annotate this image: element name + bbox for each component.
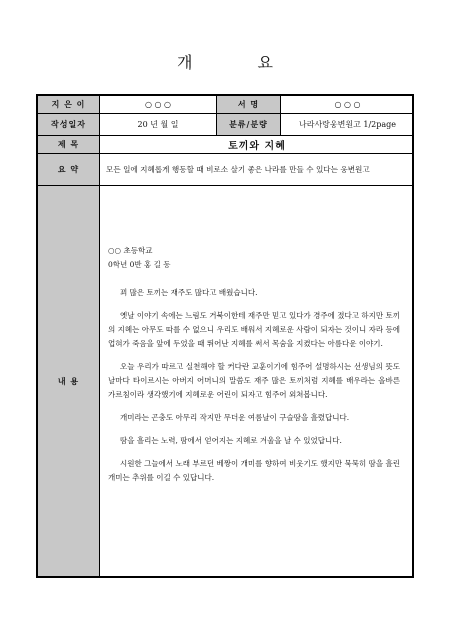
author-label: 지 은 이 xyxy=(38,96,99,113)
topic-label: 제 목 xyxy=(38,136,99,153)
date-label: 작성일자 xyxy=(38,114,99,135)
paragraph: 꾀 많은 토끼는 재주도 많다고 배웠습니다. xyxy=(120,288,258,297)
content-row xyxy=(38,186,412,576)
summary-value: 모든 일에 지혜롭게 행동할 때 비로소 살기 좋은 나라를 만들 수 있다는 웅변원고 xyxy=(99,154,414,185)
school-name: ○○ 초등학교 xyxy=(108,246,153,255)
paragraph: 옛날 이야기 속에는 느림도 거북이한테 재주만 믿고 있다가 경주에 졌다고 하지만 토끼의 지혜는 아무도 따를 수 없으니 우리도 배워서 지혜로운 사람이 되자는 것이니 자라 등에 업혀가 죽음을 앞에 두었을 때 뛰어난 지혜를 써서 목숨을 지켰다는 아름다운 이야기. xyxy=(108,311,400,348)
category-label: 분류/분량 xyxy=(216,114,280,135)
date-value: 20 년 월 일 xyxy=(99,114,216,135)
paragraph: 땀을 흘리는 노력, 땀에서 얻어지는 지혜로 겨울을 날 수 있었답니다. xyxy=(120,436,342,445)
content-body xyxy=(99,186,412,576)
author-row xyxy=(38,96,412,114)
reviewer-label: 서 명 xyxy=(216,96,280,113)
date-row xyxy=(38,114,412,136)
summary-label: 요 약 xyxy=(38,154,99,185)
paragraph: 개미라는 곤충도 아무리 작지만 무더운 여름날이 구슬땀을 흘렸답니다. xyxy=(120,413,350,422)
summary-row xyxy=(38,154,412,186)
document-title: 개 요 xyxy=(177,53,303,72)
reviewer-value: ○ ○ ○ xyxy=(280,96,414,113)
topic-value: 토끼와 지혜 xyxy=(99,136,414,153)
paragraph: 오늘 우리가 따르고 실천해야 할 커다란 교훈이기에 힘주어 설명하시는 선생님의 뜻도 날마다 타이르시는 아버지 어머니의 말씀도 재주 많은 토끼처럼 지혜를 배우라는 올바른 가르침이라 생각했기에 지혜로운 어린이 되자고 힘주어 외쳐봅니다. xyxy=(108,362,400,399)
category-value: 나라사랑웅변원고 1/2page xyxy=(280,114,414,135)
topic-row xyxy=(38,136,412,154)
content-label: 내 용 xyxy=(38,186,99,576)
author-value: ○ ○ ○ xyxy=(99,96,216,113)
paragraph: 시원한 그늘에서 노래 부르던 베짱이 개미를 향하여 비웃기도 했지만 묵묵히 땀을 흘린 개미는 추위를 이길 수 있답니다. xyxy=(108,459,400,482)
student-name: 0학년 0반 홍 길 동 xyxy=(108,260,171,269)
summary-form xyxy=(36,94,414,578)
